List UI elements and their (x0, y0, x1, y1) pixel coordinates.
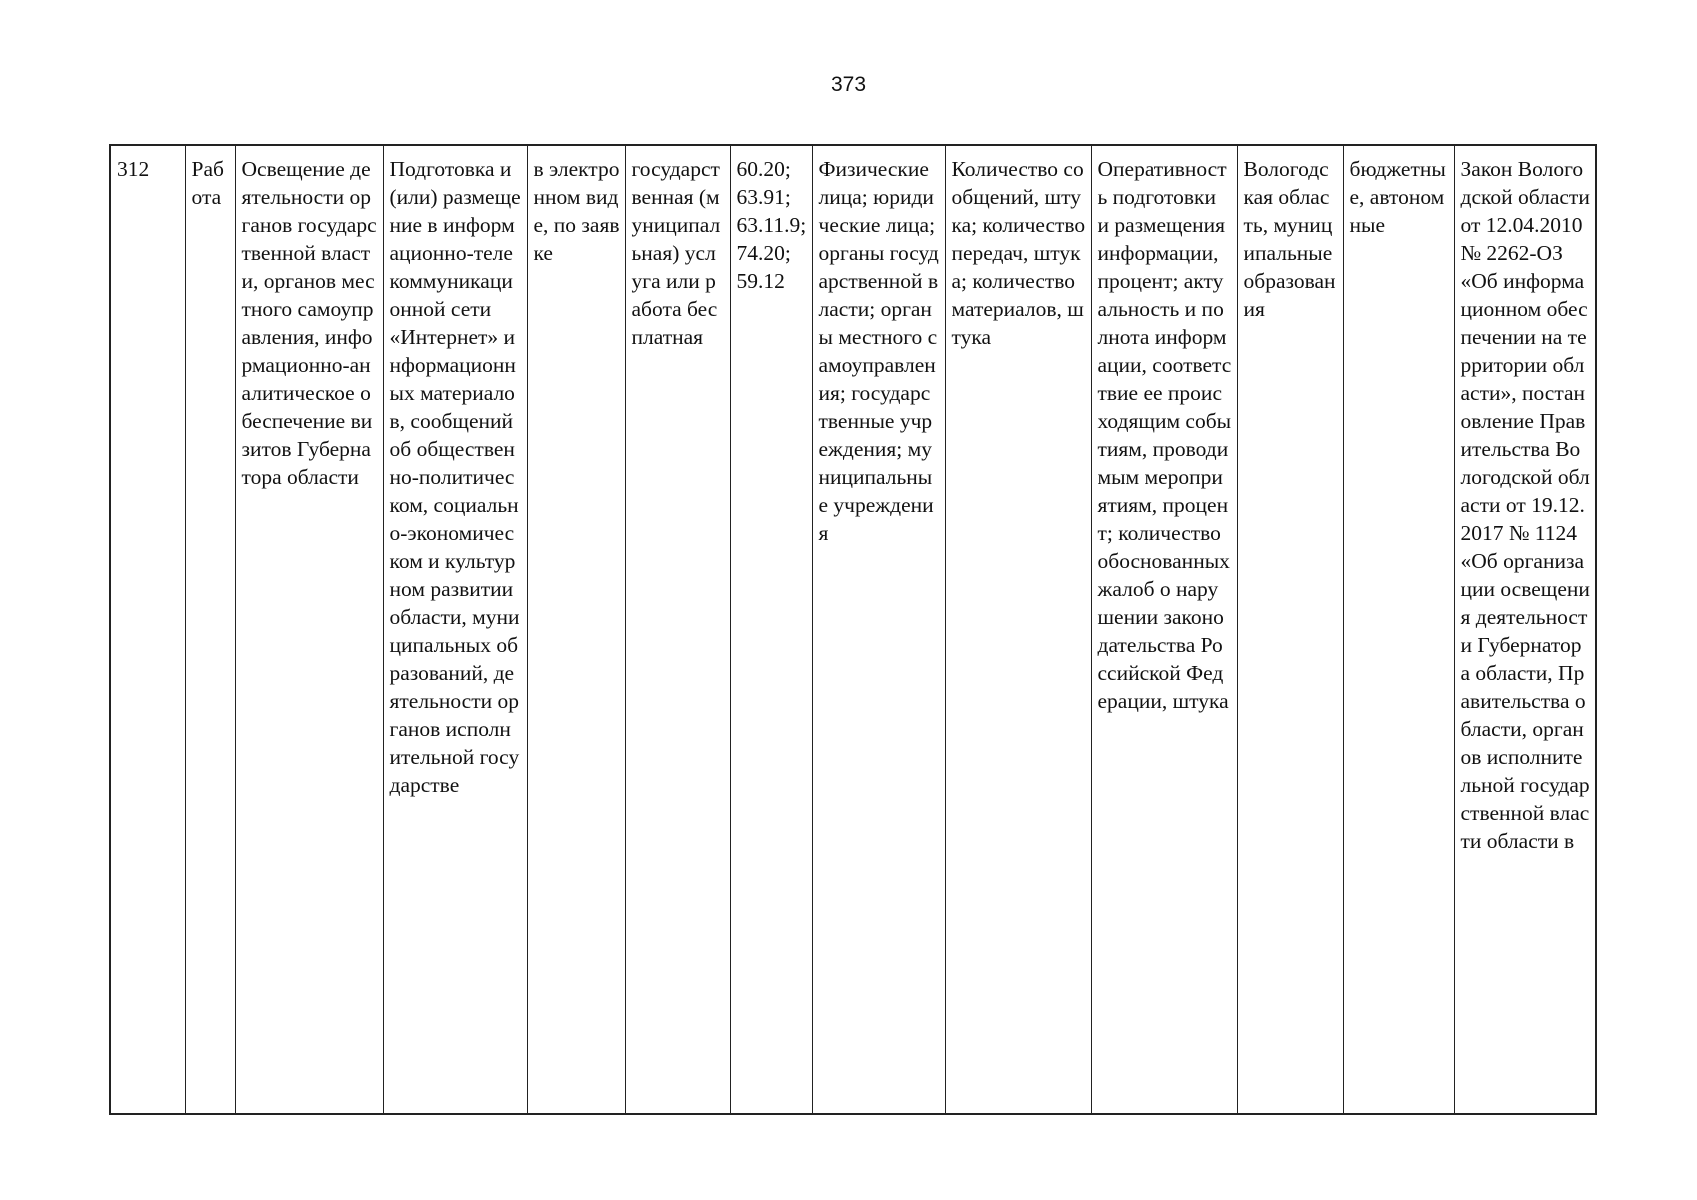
service-kind-text: государственная (муниципальная) услуга или работа бесплатная (631, 157, 721, 349)
cell-legal-basis (1454, 146, 1595, 1113)
cell-institution-types (1343, 146, 1454, 1113)
volume-indicators-text: Количество сообщений, штука; количество передач, штука; количество материалов, штука (951, 157, 1086, 349)
table-row (111, 146, 1595, 1113)
cell-territory (1237, 146, 1343, 1113)
cell-quality-indicators (1091, 146, 1237, 1113)
cell-type (185, 146, 235, 1113)
cell-volume-indicators (945, 146, 1091, 1113)
row-number-text: 312 (117, 157, 150, 181)
cell-okved (730, 146, 812, 1113)
quality-indicators-text: Оперативность подготовки и размещения информации, процент; актуальность и полнота информации, соответствие ее происходящим событиям, проводимым мероприятиям, процент; количество обоснованных жалоб о нарушении законодательства Российской Федерации, штука (1097, 157, 1232, 713)
name-text: Освещение деятельности органов государственной власти, органов местного самоуправления, информационно-аналитическое обеспечение визитов Губернатора области (241, 157, 377, 489)
form-text: в электронном виде, по заявке (533, 157, 620, 265)
cell-name (235, 146, 383, 1113)
type-text: Работа (191, 157, 224, 209)
territory-text: Вологодская область, муниципальные образования (1243, 157, 1336, 321)
cell-content (383, 146, 527, 1113)
page-number: 373 (830, 73, 867, 96)
institution-types-text: бюджетные, автономные (1349, 157, 1446, 237)
cell-form (527, 146, 625, 1113)
registry-table-frame (109, 144, 1597, 1115)
cell-service-kind (625, 146, 730, 1113)
cell-consumers (812, 146, 945, 1113)
consumers-text: Физические лица; юридические лица; органы государственной власти; органы местного самоуправления; государственные учреждения; муниципальные учреждения (818, 157, 939, 545)
okved-text: 60.20; 63.91; 63.11.9; 74.20; 59.12 (736, 157, 807, 293)
registry-table (111, 146, 1595, 1113)
content-text: Подготовка и (или) размещение в информационно-телекоммуникационной сети «Интернет» информационных материалов, сообщений об общественно-политическом, социально-экономическом и культурном развитии области, муниципальных образований, деятельности органов исполнительной государстве (389, 157, 521, 797)
cell-row-number (111, 146, 185, 1113)
legal-basis-text: Закон Вологодской области от 12.04.2010 № 2262-ОЗ «Об информационном обеспечении на территории области», постановление Правительства Вологодской области от 19.12.2017 № 1124 «Об организации освещения деятельности Губернатора области, Правительства области, органов исполнительной государственной власти области в (1460, 157, 1590, 853)
